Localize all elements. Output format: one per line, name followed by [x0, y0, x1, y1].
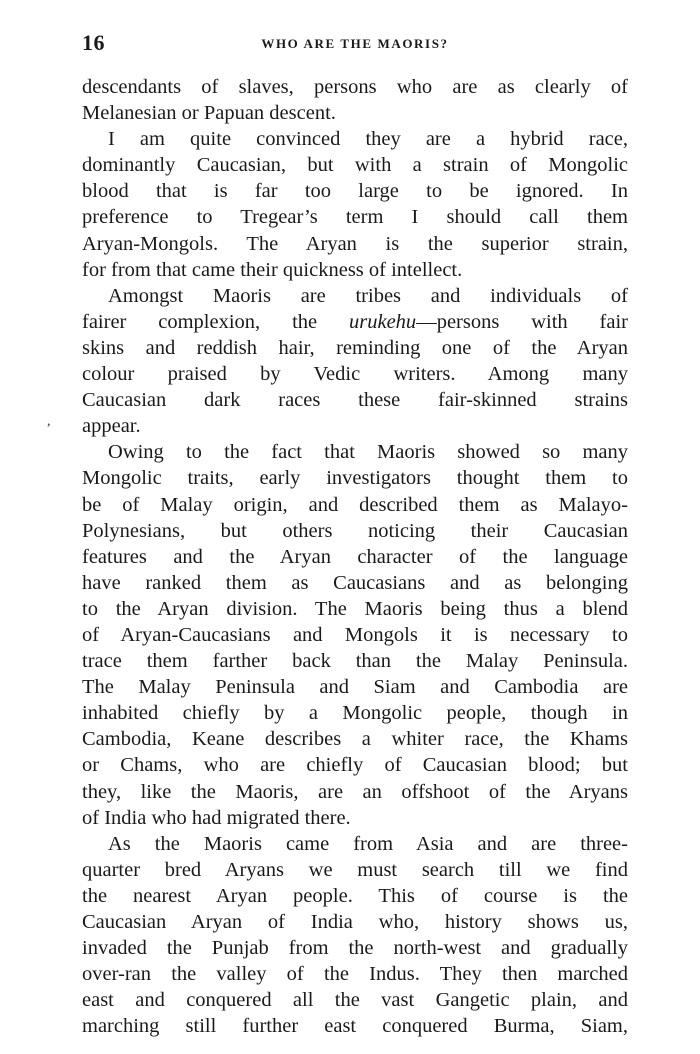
body-text: [82, 74, 628, 1039]
text-line: Polynesians, but others noticing their Caucasian: [82, 519, 628, 542]
text-line: The Malay Peninsula and Siam and Cambodia are: [82, 676, 628, 699]
text-line: trace them farther back than the Malay Peninsula.: [82, 650, 628, 673]
text-line: Mongolic traits, early investigators thought them to: [82, 467, 628, 490]
text-line: Caucasian dark races these fair-skinned strains: [82, 389, 628, 412]
text-line: Aryan-Mongols. The Aryan is the superior strain,: [82, 232, 628, 255]
text-line: be of Malay origin, and described them as Malayo-: [82, 493, 628, 516]
margin-mark: ,: [47, 414, 51, 429]
running-head: WHO ARE THE MAORIS?: [261, 36, 449, 51]
text-line: preference to Tregear’s term I should call them: [82, 206, 628, 229]
text-line: the nearest Aryan people. This of course is the: [82, 884, 628, 907]
text-line: descendants of slaves, persons who are as clearly of: [82, 76, 628, 98]
text-line: invaded the Punjab from the north-west and gradually: [82, 937, 628, 960]
text-line: of Aryan-Caucasians and Mongols it is necessary to: [82, 623, 628, 646]
text-line: dominantly Caucasian, but with a strain of Mongolic: [82, 154, 628, 177]
text-line: of India who had migrated there.: [82, 806, 351, 829]
text-line: Cambodia, Keane describes a whiter race, the Khams: [82, 728, 628, 751]
text-line: east and conquered all the vast Gangetic plain, and: [82, 989, 628, 1012]
page-header: [82, 30, 628, 60]
text-line: they, like the Maoris, are an offshoot of the Aryans: [82, 780, 628, 803]
text-line: quarter bred Aryans we must search till we find: [82, 858, 628, 881]
text-line: have ranked them as Caucasians and as belonging: [82, 571, 628, 594]
text-line: inhabited chiefly by a Mongolic people, though in: [82, 702, 628, 725]
page-number: 16: [82, 30, 105, 55]
text-line: features and the Aryan character of the language: [82, 545, 628, 568]
text-line: to the Aryan division. The Maoris being thus a blend: [82, 597, 628, 620]
text-line: over-ran the valley of the Indus. They then marched: [82, 963, 628, 986]
text-line: As the Maoris came from Asia and are three-: [108, 832, 628, 855]
text-line: or Chams, who are chiefly of Caucasian blood; but: [82, 754, 628, 777]
text-line: [82, 309, 628, 335]
text-segment: fairer complexion, the: [82, 310, 349, 333]
text-segment: —persons with fair: [416, 310, 628, 333]
italic-term: urukehu: [349, 310, 417, 333]
text-line: Caucasian Aryan of India who, history shows us,: [82, 911, 628, 933]
text-line: appear.: [82, 415, 141, 438]
text-line: blood that is far too large to be ignored. In: [82, 180, 628, 203]
text-line: I am quite convinced they are a hybrid race,: [108, 128, 628, 151]
text-line: Amongst Maoris are tribes and individuals of: [108, 284, 628, 307]
text-line: for from that came their quickness of intellect.: [82, 258, 463, 281]
text-line: marching still further east conquered Burma, Siam,: [82, 1015, 628, 1038]
text-line: Owing to the fact that Maoris showed so many: [108, 441, 628, 464]
text-line: colour praised by Vedic writers. Among many: [82, 363, 628, 386]
text-line: Melanesian or Papuan descent.: [82, 102, 336, 125]
text-line: skins and reddish hair, reminding one of the Aryan: [82, 336, 628, 359]
